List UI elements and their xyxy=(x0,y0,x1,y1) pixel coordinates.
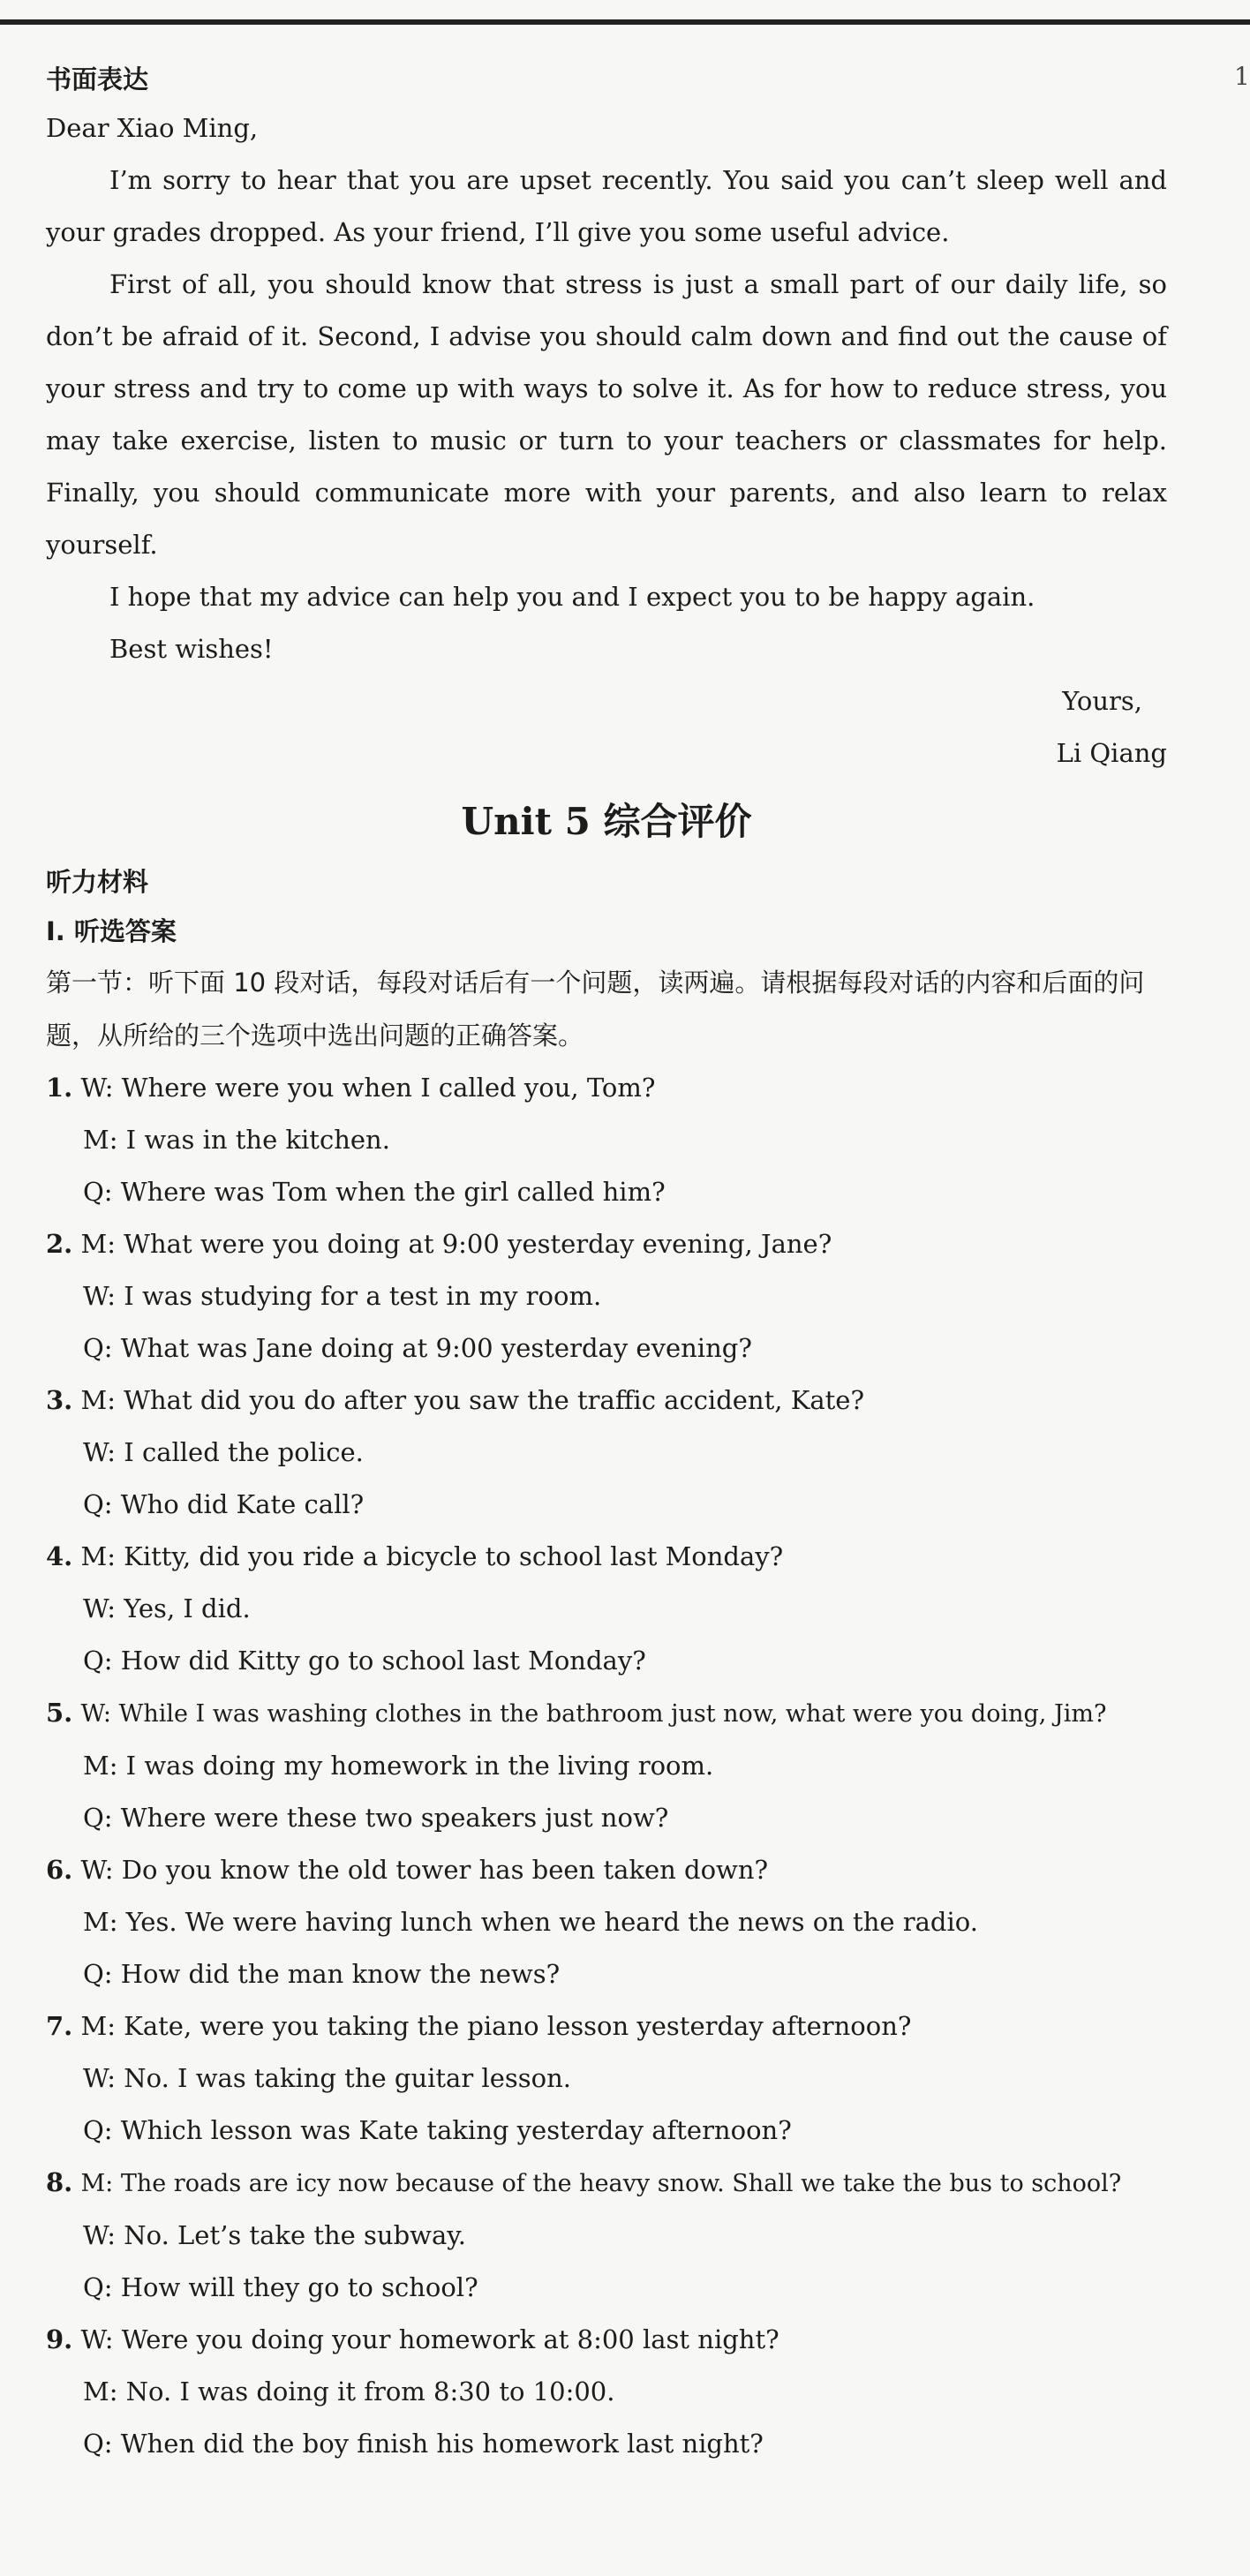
question-line: Q: What was Jane doing at 9:00 yesterday evening? xyxy=(83,1333,752,1363)
item-number: 2. xyxy=(46,1229,73,1259)
page-edge-mark: 1 xyxy=(1234,62,1250,91)
dialogue-item xyxy=(46,1531,1167,1687)
dialogue-item xyxy=(46,1062,1167,1218)
page-content xyxy=(46,62,1167,2470)
question-line: Q: How will they go to school? xyxy=(83,2272,478,2302)
dialogue-line: M: Yes. We were having lunch when we heard the news on the radio. xyxy=(83,1907,978,1937)
dialogue-line: W: I was studying for a test in my room. xyxy=(83,1281,602,1311)
question-line: Q: How did the man know the news? xyxy=(83,1959,561,1989)
question-line: Q: Where were these two speakers just now? xyxy=(83,1803,669,1833)
dialogue-item xyxy=(46,1218,1167,1375)
item-number: 8. xyxy=(46,2167,73,2197)
dialogue-line: M: What were you doing at 9:00 yesterday evening, Jane? xyxy=(80,1229,832,1259)
letter-salutation: Dear Xiao Ming, xyxy=(46,113,259,143)
dialogue-line: M: Kate, were you taking the piano lesson yesterday afternoon? xyxy=(80,2011,912,2041)
dialogue-line: M: What did you do after you saw the traffic accident, Kate? xyxy=(80,1385,865,1415)
item-number: 6. xyxy=(46,1855,73,1885)
writing-heading: 书面表达 xyxy=(46,64,149,94)
question-line: Q: Who did Kate call? xyxy=(83,1489,365,1519)
letter-signature: Li Qiang xyxy=(1056,738,1167,768)
item-number: 1. xyxy=(46,1073,73,1103)
dialogue-item xyxy=(46,2314,1167,2470)
dialogue-item xyxy=(46,2000,1167,2157)
dialogue-line: M: I was in the kitchen. xyxy=(83,1125,390,1155)
dialogue-line: W: No. I was taking the guitar lesson. xyxy=(83,2063,571,2093)
dialogue-list xyxy=(46,1062,1167,2470)
listening-heading: 听力材料 xyxy=(46,867,149,897)
item-number: 7. xyxy=(46,2011,73,2041)
dialogue-line: M: I was doing my homework in the living room. xyxy=(83,1751,714,1781)
dialogue-line: M: The roads are icy now because of the heavy snow. Shall we take the bus to school? xyxy=(80,2170,1122,2197)
dialogue-line: W: Do you know the old tower has been taken down? xyxy=(80,1855,769,1885)
dialogue-item xyxy=(46,1375,1167,1531)
letter-paragraph: First of all, you should know that stress is just a small part of our daily life, so don’t be afraid of it. Second, I advise you should calm down and find out the cause of your stress and try to come up with ways to solve it. As for how to reduce stress, you may take exercise, listen to music or turn to your teachers or classmates for help. Finally, you should communicate more with your parents, and also learn to relax yourself. xyxy=(46,269,1167,560)
part-label: Ⅰ. 听选答案 xyxy=(46,916,177,946)
dialogue-line: M: No. I was doing it from 8:30 to 10:00. xyxy=(83,2376,615,2407)
question-line: Q: Which lesson was Kate taking yesterday afternoon? xyxy=(83,2115,792,2145)
dialogue-line: W: Were you doing your homework at 8:00 last night? xyxy=(80,2324,779,2354)
question-line: Q: Where was Tom when the girl called him? xyxy=(83,1177,666,1207)
dialogue-line: W: Where were you when I called you, Tom? xyxy=(80,1073,656,1103)
dialogue-item xyxy=(46,1844,1167,2000)
item-number: 9. xyxy=(46,2324,73,2354)
question-line: Q: How did Kitty go to school last Monday? xyxy=(83,1646,646,1676)
dialogue-line: M: Kitty, did you ride a bicycle to school last Monday? xyxy=(80,1541,784,1571)
item-number: 5. xyxy=(46,1698,73,1728)
letter-paragraph: I hope that my advice can help you and I expect you to be happy again. xyxy=(109,582,1035,612)
dialogue-item xyxy=(46,1687,1167,1844)
dialogue-line: W: No. Let’s take the subway. xyxy=(83,2220,467,2250)
letter-paragraph: I’m sorry to hear that you are upset recently. You said you can’t sleep well and your grades dropped. As your friend, I’ll give you some useful advice. xyxy=(46,165,1167,247)
dialogue-line: W: Yes, I did. xyxy=(83,1593,251,1623)
unit-title: Unit 5 综合评价 xyxy=(461,800,752,843)
instruction-text: 第一节：听下面 10 段对话，每段对话后有一个问题，读两遍。请根据每段对话的内容和后面的问题，从所给的三个选项中选出问题的正确答案。 xyxy=(46,968,1145,1051)
item-number: 3. xyxy=(46,1385,73,1415)
dialogue-item xyxy=(46,2157,1167,2314)
dialogue-line: W: While I was washing clothes in the bathroom just now, what were you doing, Jim? xyxy=(80,1700,1107,1728)
question-line: Q: When did the boy finish his homework last night? xyxy=(83,2429,764,2459)
top-rule xyxy=(0,19,1250,25)
dialogue-line: W: I called the police. xyxy=(83,1437,364,1467)
letter-closing: Yours, xyxy=(1062,686,1142,716)
letter-best-wishes: Best wishes! xyxy=(109,634,274,664)
item-number: 4. xyxy=(46,1541,73,1571)
